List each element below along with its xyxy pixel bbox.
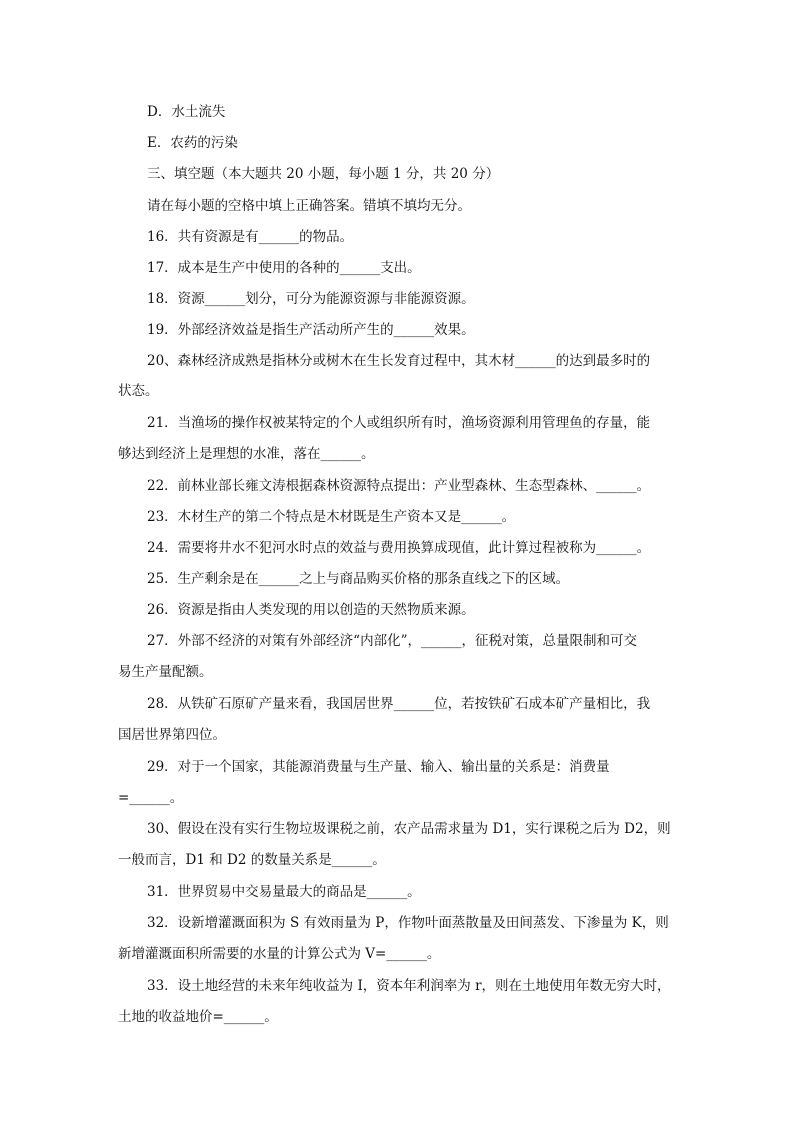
question-21-continued: 够达到经济上是理想的水准，落在______。 bbox=[118, 446, 375, 462]
question-22: 22．前林业部长雍文涛根据森林资源特点提出：产业型森林、生态型森林、______。 bbox=[147, 478, 651, 494]
question-29: 29．对于一个国家，其能源消费量与生产量、输入、输出量的关系是：消费量 bbox=[147, 759, 610, 775]
question-32-continued: 新增灌溉面积所需要的水量的计算公式为 V=______。 bbox=[118, 946, 441, 962]
question-26: 26．资源是指由人类发现的用以创造的天然物质来源。 bbox=[147, 602, 475, 618]
question-27: 27．外部不经济的对策有外部经济“内部化”，______，征税对策，总量限制和可交 bbox=[147, 633, 637, 649]
question-20: 20、森林经济成熟是指林分或树木在生长发育过程中，其木材______的达到最多时的 bbox=[147, 353, 651, 369]
question-21: 21．当渔场的操作权被某特定的个人或组织所有时，渔场资源利用管理鱼的存量，能 bbox=[147, 415, 651, 431]
question-28: 28．从铁矿石原矿产量来看，我国居世界______位，若按铁矿石成本矿产量相比，我 bbox=[147, 696, 651, 712]
question-30: 30、假设在没有实行生物垃圾课税之前，农产品需求量为 D1，实行课税之后为 D2，则 bbox=[147, 821, 671, 837]
question-30-continued: 一般而言，D1 和 D2 的数量关系是______。 bbox=[118, 852, 386, 868]
question-33: 33．设土地经营的未来年纯收益为 I，资本年利润率为 r，则在土地使用年数无穷大时， bbox=[147, 978, 671, 994]
question-28-continued: 国居世界第四位。 bbox=[118, 727, 226, 743]
section-instruction: 请在每小题的空格中填上正确答案。错填不填均无分。 bbox=[147, 198, 471, 214]
question-31: 31．世界贸易中交易量最大的商品是______。 bbox=[147, 884, 421, 900]
question-24: 24．需要将井水不犯河水时点的效益与费用换算成现值，此计算过程被称为______。 bbox=[147, 540, 651, 556]
question-32: 32．设新增灌溉面积为 S 有效雨量为 P，作物叶面蒸散量及田间蒸发、下渗量为 K，则 bbox=[147, 915, 669, 931]
option-e: E．农药的污染 bbox=[147, 135, 238, 151]
question-27-continued: 易生产量配额。 bbox=[118, 664, 213, 680]
question-29-continued: =______。 bbox=[118, 790, 184, 806]
question-17: 17．成本是生产中使用的各种的______支出。 bbox=[147, 260, 421, 276]
section-heading: 三、填空题（本大题共 20 小题，每小题 1 分，共 20 分） bbox=[147, 166, 500, 182]
question-33-continued: 土地的收益地价=______。 bbox=[118, 1009, 278, 1025]
question-23: 23．木材生产的第二个特点是木材既是生产资本又是______。 bbox=[147, 509, 516, 525]
question-19: 19．外部经济效益是指生产活动所产生的______效果。 bbox=[147, 322, 475, 338]
question-20-continued: 状态。 bbox=[118, 383, 159, 399]
question-25: 25．生产剩余是在______之上与商品购买价格的那条直线之下的区域。 bbox=[147, 571, 570, 587]
option-d: D．水土流失 bbox=[147, 104, 226, 120]
question-16: 16．共有资源是有______的物品。 bbox=[147, 229, 354, 245]
question-18: 18．资源______划分，可分为能源资源与非能源资源。 bbox=[147, 291, 475, 307]
